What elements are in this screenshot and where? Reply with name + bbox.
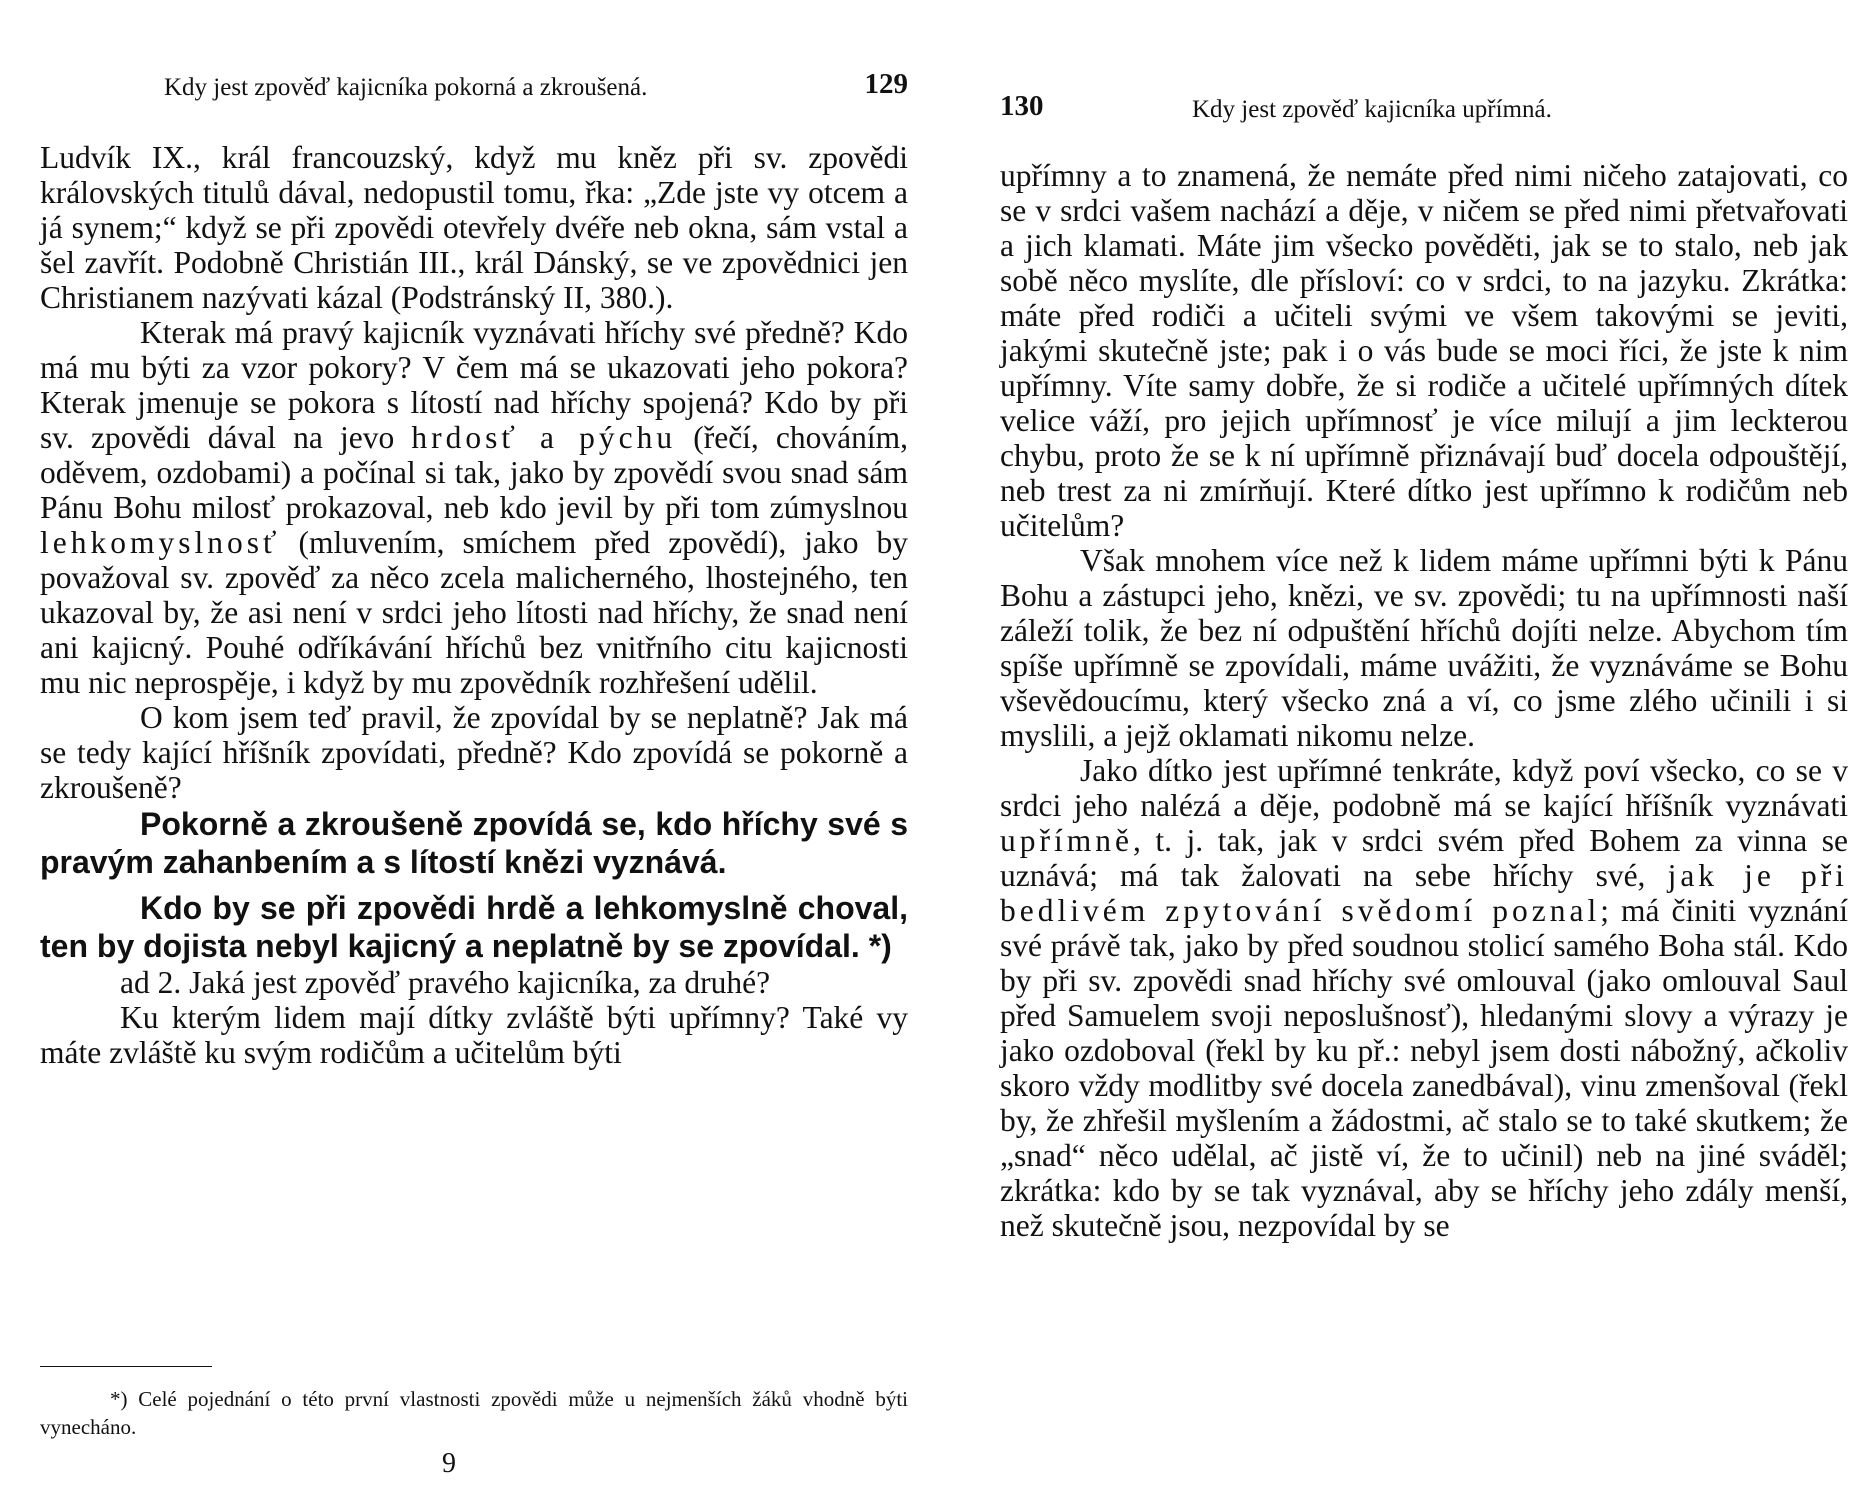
- para-3-text-b: , t. j. tak, jak v srdci svém před Bohem za vinna se uznává; má tak žalovati na sebe hříchy své,: [1000, 823, 1848, 893]
- paragraph-jako-ditko: [1000, 753, 1848, 1243]
- right-page: [1000, 0, 1848, 1500]
- right-running-head-title: Kdy jest zpověď kajicníka upřímná.: [1192, 96, 1552, 123]
- paragraph-ludvik: Ludvík IX., král francouzský, když mu kněz při sv. zpovědi královských titulů dával, nedopustil tomu, řka: „Zde jste vy otcem a já synem;“ když se při zpovědi otevřely dvéře neb okna, sám vstal a šel zavřít. Podobně Christián III., král Dánský, se ve zpovědnici jen Christianem nazývati kázal (Podstránský II, 380.).: [40, 140, 908, 315]
- spaced-term-zpytovani: jak je při bedlivém zpytování svědomí poznal: [1000, 858, 1848, 928]
- right-body-text: [1000, 158, 1848, 1243]
- paragraph-neplatne: O kom jsem teď pravil, že zpovídal by se neplatně? Jak má se tedy kající hříšník zpovídati, předně? Kdo zpovídá se pokorně a zkroušeně?: [40, 700, 908, 805]
- paragraph-upřimnost: upřímny a to znamená, že nemáte před nimi ničeho zatajovati, co se v srdci vašem nachází a děje, v ničem se před nimi přetvařovati a jich klamati. Máte jim všecko pověděti, jak se to stalo, neb jak sobě něco myslíte, dle přísloví: co v srdci, to na jazyku. Zkrátka: máte před rodiči a učiteli svými ve všem takovými se jeviti, jakými skutečně jste; pak i o vás bude se moci říci, že jste k nim upřímny. Víte samy dobře, že si rodiče a učitelé upřímných dítek velice váží, pro jejich upřímnosť je více milují a jim leckterou chybu, proto že se k ní upřímně přiznávají buď docela odpouštějí, neb trest za ni zmírňují. Které dítko jest upřímno k rodičům neb učitelům?: [1000, 158, 1848, 543]
- paragraph-bohu: Však mnohem více než k lidem máme upřímni býti k Pánu Bohu a zástupci jeho, knězi, ve sv. zpovědi; tu na upřímnosti naší záleží tolik, že bez ní odpuštění hříchů dojíti nelze. Abychom tím spíše upřímně se zpovídali, máme uvážiti, že vyznáváme se Bohu vševědoucímu, který všecko zná a ví, co jsme zlého učinili i si myslili, a jejž oklamati nikomu nelze.: [1000, 543, 1848, 753]
- left-page-number: 129: [864, 68, 908, 100]
- paragraph-questions: [40, 315, 908, 700]
- left-running-head-title: Kdy jest zpověď kajicníka pokorná a zkroušená.: [164, 74, 648, 101]
- bold-rule-hrde-text: Kdo by se při zpovědi hrdě a lehkomyslně choval, ten by dojista nebyl kajicný a neplatně by se zpovídal.: [40, 890, 908, 964]
- bold-rule-hrde: [40, 889, 908, 965]
- para-3-text-c: ; má činiti vyznání své právě tak, jako by před soudnou stolicí samého Boha stál. Kdo by při sv. zpovědi snad hříchy své omlouval (jako omlouval Saul před Samuelem svoji neposlušnosť), hledanými slovy a výrazy je jako ozdoboval (řekl by ku př.: nebyl jsem dosti nábožný, ačkoliv skoro vždy modlitby své docela zanedbával), vinu zmenšoval (řekl by, že zhřešil myšlením a žádostmi, ač stalo se to také skutkem; že „snad“ něco udělal, ač jistě ví, že to učinil) neb na jiné sváděl; zkrátka: kdo by se tak vyznával, aby se hříchy jeho zdály menší, než skutečně jsou, nezpovídal by se: [1000, 893, 1849, 1243]
- spaced-term-uprimne: upřímně: [1000, 823, 1133, 858]
- footnote-mark: *): [868, 928, 892, 964]
- left-body-text: [40, 140, 908, 1070]
- bold-rule-pokorne: Pokorně a zkroušeně zpovídá se, kdo hříchy své s pravým zahanbením a s lítostí knězi vyznává.: [40, 806, 908, 880]
- footnote: [40, 1385, 908, 1441]
- paragraph-ad2: ad 2. Jaká jest zpověď pravého kajicníka, za druhé?: [120, 965, 771, 1000]
- left-running-head: [40, 68, 908, 108]
- signature-folio: 9: [442, 1448, 456, 1479]
- spaced-term-lehkomyslnost: lehkomyslnosť: [40, 525, 281, 560]
- paragraph-upřimny: Ku kterým lidem mají dítky zvláště býti upřímny? Také vy máte zvláště ku svým rodičům a učitelům býti: [40, 1000, 908, 1070]
- right-page-number: 130: [1000, 90, 1044, 122]
- para-3-text-a: Jako dítko jest upřímné tenkráte, když poví všecko, co se v srdci jeho nalézá a děje, podobně má se kající hříšník vyznávati: [1000, 753, 1848, 823]
- question-text-end: (mluvením, smíchem před zpovědí), jako by považoval sv. zpověď za něco zcela malicherného, lhostejného, ten ukazoval by, že asi není v srdci jeho lítosti nad hříchy, že snad není ani kajicný. Pouhé odříkávání hříchů bez vnitřního citu kajicnosti mu nic neprospěje, i když by mu zpovědník rozhřešení udělil.: [40, 525, 908, 700]
- question-text-cont: (řečí, chováním, oděvem, ozdobami) a počínal si tak, jako by zpovědí svou snad sám Pánu Bohu milosť prokazoval, neb kdo jevil by při tom zúmyslnou: [40, 420, 909, 525]
- right-running-head: [1000, 68, 1848, 123]
- question-text: Kterak má pravý kajicník vyznávati hříchy své předně? Kdo má mu býti za vzor pokory? V čem má se ukazovati jeho pokora? Kterak jmenuje se pokora s lítostí nad hříchy spojená? Kdo by při sv. zpovědi dával na jevo: [40, 315, 908, 455]
- left-page: [40, 0, 908, 1500]
- spaced-term-hrdost: hrdosť a pýchu: [411, 420, 677, 455]
- footnote-divider: [40, 1366, 212, 1367]
- footnote-text: *) Celé pojednání o této první vlastnosti zpovědi může u nejmenších žáků vhodně býti vynecháno.: [40, 1387, 908, 1439]
